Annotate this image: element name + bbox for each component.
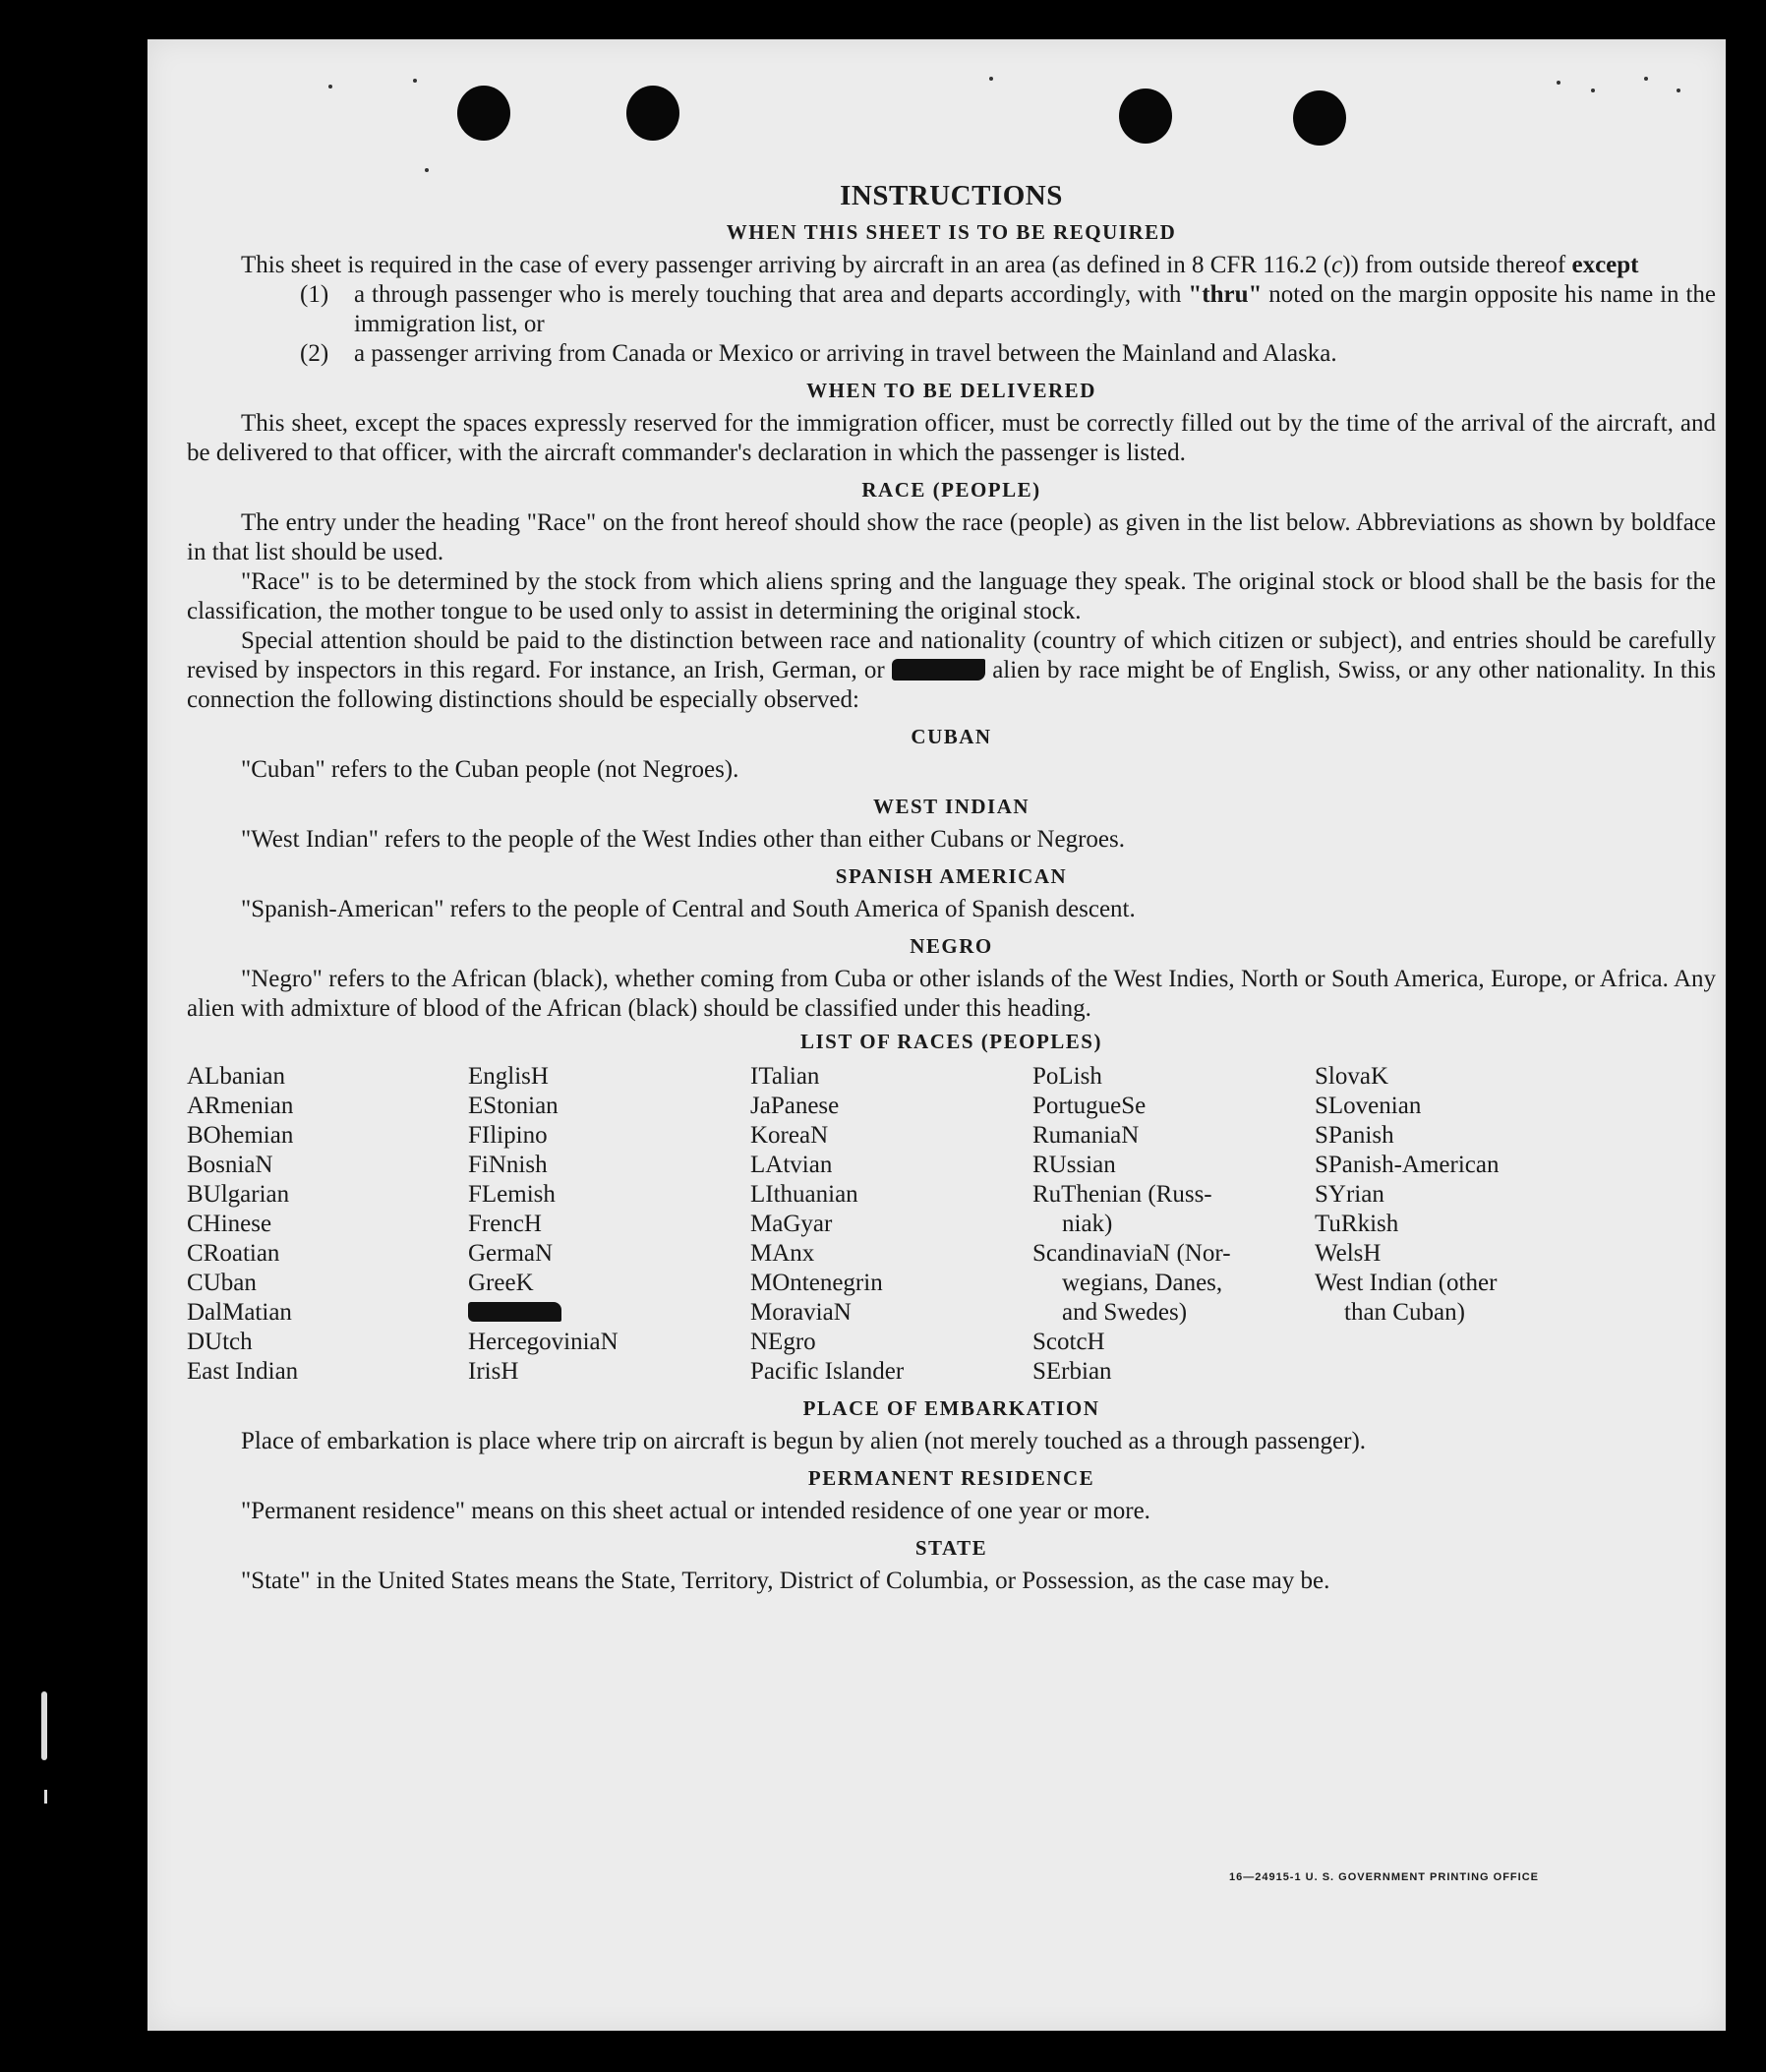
speck — [1591, 89, 1595, 92]
race-item: MaGyar — [750, 1211, 833, 1237]
printing-office-imprint: 16—24915-1 U. S. GOVERNMENT PRINTING OFFICE — [1228, 1871, 1539, 1883]
document-page — [147, 39, 1726, 2031]
punch-hole — [626, 86, 679, 141]
race-item: FiNnish — [468, 1152, 548, 1178]
speck — [1557, 81, 1560, 85]
race-paragraph-2: "Race" is to be determined by the stock from which aliens spring and the language they speak. The original stock or blood shall be the basis for the classification, the mother tongue to be used only to assist in determining the original stock. — [187, 568, 1716, 624]
race-column — [750, 1062, 1032, 1387]
race-item: RUssian — [1032, 1152, 1116, 1178]
when-delivered-text: This sheet, except the spaces expressly reserved for the immigration officer, must be correctly filled out by the time of the arrival of the aircraft, and be delivered to that officer, with the aircraft commander's declaration in which the passenger is listed. — [187, 410, 1716, 466]
race-item: West Indian (other — [1315, 1270, 1498, 1296]
scan-artifact — [41, 1691, 47, 1760]
spanish-american-text: "Spanish-American" refers to the people of Central and South America of Spanish descent. — [241, 896, 1136, 922]
exception-text: a passenger arriving from Canada or Mexico or arriving in travel between the Mainland and Alaska. — [354, 340, 1337, 367]
section-heading-state: STATE — [914, 1536, 988, 1560]
section-heading-list-of-races: LIST OF RACES (PEOPLES) — [800, 1030, 1102, 1053]
text-run: c — [1331, 252, 1343, 278]
race-item: BOhemian — [187, 1122, 294, 1149]
section-heading-when-required: WHEN THIS SHEET IS TO BE REQUIRED — [726, 220, 1177, 244]
text-run: alien by race might be of English, Swiss, or any other nationality. In this connection the following distinctions should be especially observed: — [187, 657, 1717, 713]
race-item: BUlgarian — [187, 1181, 290, 1208]
race-item: PortugueSe — [1032, 1093, 1147, 1119]
speck — [425, 168, 429, 172]
race-paragraph-1: The entry under the heading "Race" on the front hereof should show the race (people) as given in the list below. Abbreviations as shown by boldface in that list should be used. — [187, 509, 1716, 565]
text-run: a through passenger who is merely touching that area and departs accordingly, with — [354, 281, 1182, 308]
race-item: NEgro — [750, 1329, 816, 1355]
state-text: "State" in the United States means the State, Territory, District of Columbia, or Possession, as the case may be. — [241, 1568, 1330, 1594]
race-item: MoraviaN — [750, 1299, 852, 1326]
race-item: MAnx — [750, 1240, 815, 1267]
race-item: BosniaN — [187, 1152, 273, 1178]
race-item-continued: wegians, Danes, — [1062, 1270, 1223, 1296]
speck — [328, 85, 332, 89]
race-item: ScandinaviaN (Nor- — [1032, 1240, 1231, 1267]
race-column — [187, 1062, 468, 1387]
exception-item-2 — [300, 339, 1716, 369]
race-item: ALbanian — [187, 1063, 285, 1090]
section-heading-negro: NEGRO — [910, 934, 993, 958]
exception-text — [354, 280, 1716, 339]
race-item: GreeK — [468, 1270, 534, 1296]
race-item: CUban — [187, 1270, 257, 1296]
race-item: FIlipino — [468, 1122, 548, 1149]
instructions-content — [187, 180, 1716, 1596]
race-item: SlovaK — [1315, 1063, 1388, 1090]
race-item: DalMatian — [187, 1299, 292, 1326]
embarkation-text: Place of embarkation is place where trip on aircraft is begun by alien (not merely touched as a through passenger). — [241, 1428, 1367, 1454]
race-item: Pacific Islander — [750, 1358, 905, 1385]
race-item-continued: niak) — [1062, 1211, 1113, 1237]
speck — [413, 79, 417, 83]
race-column — [1315, 1062, 1610, 1387]
punch-hole — [457, 86, 510, 141]
negro-text: "Negro" refers to the African (black), whether coming from Cuba or other islands of the West Indies, North or South America, Europe, or Africa. Any alien with admixture of blood of the African (black) should be classified under this heading. — [187, 966, 1716, 1022]
race-item: SPanish — [1315, 1122, 1394, 1149]
exception-number: (1) — [300, 281, 329, 308]
race-item-continued: than Cuban) — [1344, 1299, 1465, 1326]
speck — [1677, 89, 1680, 92]
exception-item-1 — [300, 280, 1716, 339]
section-heading-permanent-residence: PERMANENT RESIDENCE — [807, 1466, 1095, 1490]
cuban-text: "Cuban" refers to the Cuban people (not Negroes). — [241, 756, 739, 783]
race-item: DUtch — [187, 1329, 253, 1355]
race-item: CHinese — [187, 1211, 272, 1237]
speck — [989, 77, 993, 81]
section-heading-embarkation: PLACE OF EMBARKATION — [802, 1396, 1100, 1420]
race-item: ITalian — [750, 1063, 820, 1090]
redaction-mark — [468, 1302, 561, 1322]
exception-number: (2) — [300, 340, 329, 367]
page-title: INSTRUCTIONS — [840, 180, 1063, 211]
section-heading-cuban: CUBAN — [911, 725, 992, 748]
race-item: PoLish — [1032, 1063, 1102, 1090]
when-required-text — [187, 251, 1716, 280]
race-item: JaPanese — [750, 1093, 840, 1119]
punch-hole — [1293, 90, 1346, 146]
race-column — [1032, 1062, 1315, 1387]
text-run: except — [1571, 252, 1639, 278]
west-indian-text: "West Indian" refers to the people of the West Indies other than either Cubans or Negroes. — [241, 826, 1125, 853]
race-item: RuThenian (Russ- — [1032, 1181, 1212, 1208]
text-run: Special attention should be paid to the distinction between race and nationality (country of which citizen or subject), and entries should be carefully revised by inspectors in this regard. For instance, an Irish, German, or — [187, 627, 1716, 683]
section-heading-west-indian: WEST INDIAN — [872, 795, 1030, 818]
punch-hole — [1119, 89, 1172, 144]
race-column — [468, 1062, 750, 1387]
race-item: WelsH — [1315, 1240, 1382, 1267]
race-item: HercegoviniaN — [468, 1329, 618, 1355]
race-item: LAtvian — [750, 1152, 833, 1178]
scan-artifact — [44, 1790, 47, 1804]
race-item: SYrian — [1315, 1181, 1384, 1208]
race-item: SLovenian — [1315, 1093, 1422, 1119]
race-paragraph-3 — [187, 626, 1716, 715]
race-item-continued: and Swedes) — [1062, 1299, 1188, 1326]
race-item: FrencH — [468, 1211, 542, 1237]
race-item-redacted — [468, 1298, 750, 1328]
section-heading-when-delivered: WHEN TO BE DELIVERED — [806, 379, 1096, 402]
race-item: East Indian — [187, 1358, 299, 1385]
speck — [1644, 77, 1648, 81]
race-item: SPanish-American — [1315, 1152, 1500, 1178]
race-item: EnglisH — [468, 1063, 549, 1090]
race-item: MOntenegrin — [750, 1270, 883, 1296]
race-item: LIthuanian — [750, 1181, 858, 1208]
race-item: ARmenian — [187, 1093, 294, 1119]
section-heading-race: RACE (PEOPLE) — [861, 478, 1041, 502]
section-heading-spanish-american: SPANISH AMERICAN — [835, 864, 1068, 888]
race-item: CRoatian — [187, 1240, 280, 1267]
race-item: GermaN — [468, 1240, 554, 1267]
race-item: RumaniaN — [1032, 1122, 1140, 1149]
text-run: "thru" — [1188, 281, 1263, 308]
text-run: This sheet is required in the case of every passenger arriving by aircraft in an area (as defined in 8 CFR 116.2 ( — [241, 252, 1332, 278]
race-item: IrisH — [468, 1358, 519, 1385]
race-item: ScotcH — [1032, 1329, 1105, 1355]
race-list — [187, 1062, 1716, 1387]
race-item: KoreaN — [750, 1122, 829, 1149]
permanent-residence-text: "Permanent residence" means on this sheet actual or intended residence of one year or more. — [241, 1498, 1150, 1524]
race-item: TuRkish — [1315, 1211, 1399, 1237]
race-item: EStonian — [468, 1093, 559, 1119]
redaction-mark — [892, 659, 985, 681]
race-item: SErbian — [1032, 1358, 1112, 1385]
race-item: FLemish — [468, 1181, 556, 1208]
text-run: noted on the margin opposite his name in the immigration list, or — [354, 281, 1717, 337]
text-run: )) from outside thereof — [1342, 252, 1566, 278]
